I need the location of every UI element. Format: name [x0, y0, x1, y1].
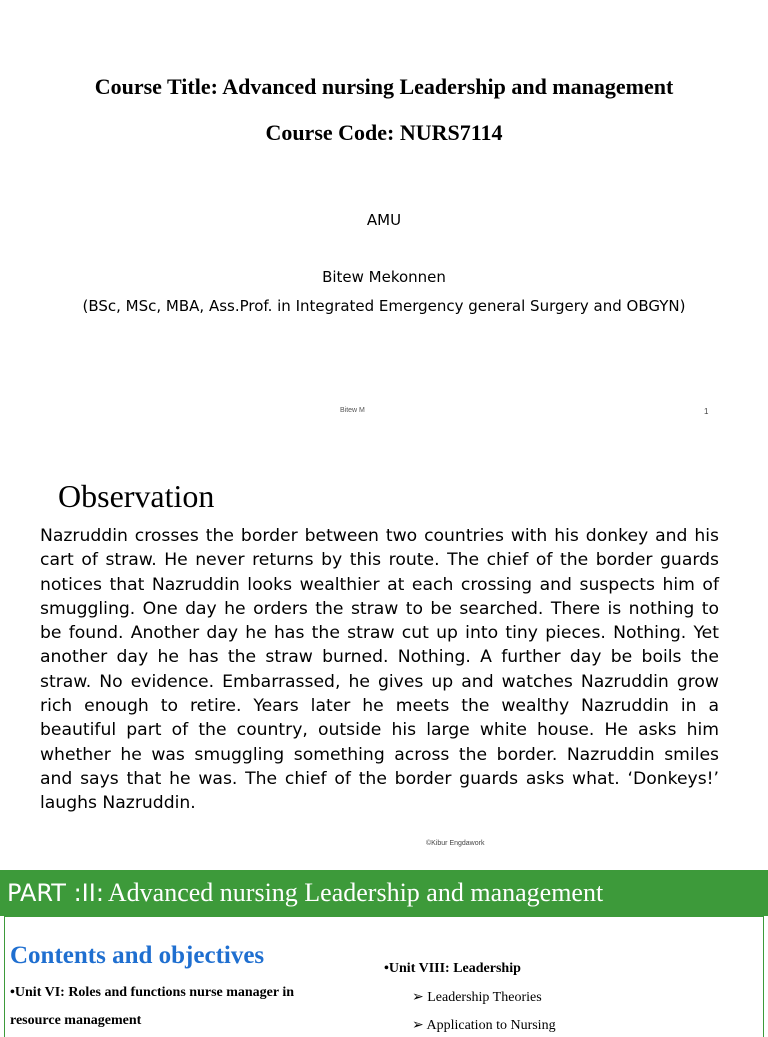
contents-heading: Contents and objectives [10, 942, 265, 969]
slide-footer-author: Bitew M [340, 407, 365, 414]
institution: AMU [366, 211, 402, 229]
slide-page-number: 1 [704, 407, 709, 416]
arrow-bullet-icon: ➢ [412, 1018, 427, 1033]
unit-eight-line: •Unit VIII: Leadership [384, 961, 521, 976]
unit-six-line-2: resource management [10, 1013, 142, 1028]
list-item: ➢ Application to Nursing [412, 1018, 556, 1033]
part-banner [0, 870, 768, 916]
course-title: Course Title: Advanced nursing Leadership and management [94, 74, 674, 99]
banner-prefix: PART :II: [7, 879, 104, 907]
banner-title: Advanced nursing Leadership and management [107, 878, 604, 907]
author-name: Bitew Mekonnen [322, 268, 446, 286]
course-code: Course Code: NURS7114 [265, 120, 503, 145]
observation-story: Nazruddin crosses the border between two countries with his donkey and his cart of straw. He never returns by this route. The chief of the border guards notices that Nazruddin looks wealthier at each crossing and suspects him of smuggling. One day he orders the straw to be searched. There is nothing to be found. Another day he has the straw cut up into tiny pieces. Nothing. Yet another day he has the straw burned. Nothing. A further day be boils the straw. No evidence. Embarrassed, he gives up and watches Nazruddin grow rich enough to retire. Years later he meets the wealthy Nazruddin in a beautiful part of the country, outside his large white house. He asks him whether he was smuggling something across the border. Nazruddin smiles and says that he was. The chief of the border guards asks what. ‘Donkeys!’ laughs Nazruddin. [40, 526, 719, 814]
list-item: ➢ Leadership Theories [412, 990, 542, 1005]
arrow-bullet-icon: ➢ [412, 990, 428, 1005]
unit-six-line: •Unit VI: Roles and functions nurse manager in [10, 985, 295, 1000]
copyright-note: ©Kibur Engdawork [426, 840, 485, 847]
author-credentials: (BSc, MSc, MBA, Ass.Prof. in Integrated Emergency general Surgery and OBGYN) [82, 297, 686, 315]
observation-title: Observation [58, 478, 215, 514]
